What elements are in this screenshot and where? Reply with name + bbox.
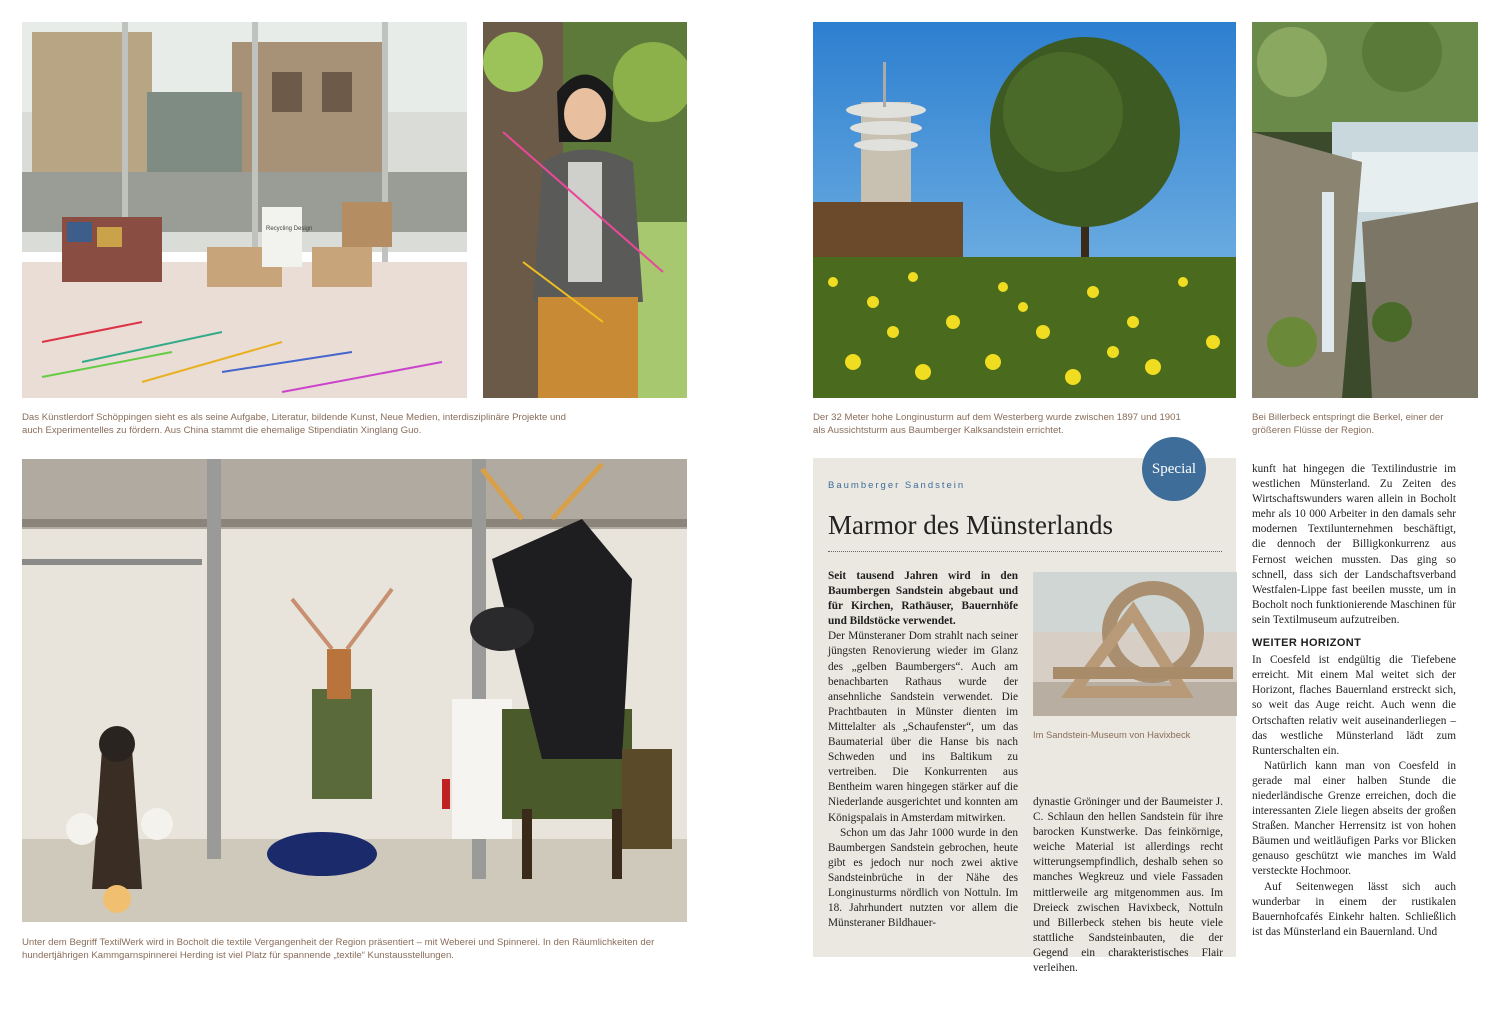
special-lead: Seit tausend Jahren wird in den Baumbergen Sandstein abgebaut und für Kirchen, Rathäuser, Bauernhöfe und Bildstöcke verwendet. — [828, 570, 1018, 628]
special-paragraph: dynastie Gröninger und der Baumeister J. C. Schlaun den hellen Sandstein für ihre barocken Kunstwerke. Das feinkörnige, weiche Material ist allerdings recht witterungsempfindlich, deshalb sehen so manches Wegkreuz und viele Fassaden mittlerweile arg mitgenommen aus. Im Dreieck zwischen Havixbeck, Nottuln und Billerbeck stehen bis heute viele stattliche Sandsteinbauten, die der Gegend ein charakteristisches Flair verleihen. — [1033, 796, 1223, 975]
article-paragraph: In Coesfeld ist endgültig die Tiefebene erreicht. Mit einem Mal weitet sich der Horizont, flaches Bauernland erstreckt sich, so weit das Auge reicht. Auch wenn die Ortschaften relativ weit auseinanderliegen – das westliche Münsterland lädt zum Runterschalten ein. — [1252, 654, 1456, 757]
photo-berkel-quelle — [1252, 22, 1478, 398]
recycling-design-sign-text: Recycling Design — [266, 226, 313, 232]
photo-sandstein-museum — [1033, 572, 1237, 716]
headline-divider — [828, 551, 1222, 552]
caption-longinusturm: Der 32 Meter hohe Longinusturm auf dem Westerberg wurde zwischen 1897 und 1901 als Aussichtsturm aus Baumberger Kalksandstein errichtet. — [813, 412, 1181, 436]
photo-stipendiatin-portrait — [483, 22, 687, 398]
special-kicker: Baumberger Sandstein — [828, 480, 966, 491]
article-paragraph: kunft hat hingegen die Textilindustrie im westlichen Münsterland. Zu Zeiten des Wirtschaftswunders waren allein in Bocholt mehr als 10 000 Arbeiter in den damals sehr modernen Textilunternehmen beschäftigt, die dennoch der Billigkonkurrenz aus Fernost weichen mussten. Das ging so schnell, dass sich der Landschaftsverband Westfalen-Lippe fast beeilen musste, um in Bocholt noch funktionierende Maschinen für sein Textilmuseum aufzutreiben. — [1252, 463, 1456, 626]
special-paragraph: Schon um das Jahr 1000 wurde in den Baumbergen Sandstein gebrochen, heute gibt es jedoch nur noch zwei aktive Sandsteinbrüche in der Nähe des Longinusturms nördlich von Nottuln. Im 18. Jahrhundert nutzten vor allem die Münsteraner Bildhauer- — [828, 826, 1018, 930]
photo-kuenstlerdorf-interior — [22, 22, 467, 398]
article-subhead: WEITER HORIZONT — [1252, 637, 1362, 650]
photo-longinusturm — [813, 22, 1236, 398]
caption-billerbeck: Bei Billerbeck entspringt die Berkel, einer der größeren Flüsse der Region. — [1252, 412, 1444, 436]
photo-textilwerk-installation — [22, 459, 687, 922]
article-paragraph: Auf Seitenwegen lässt sich auch wunderbar in einem der rustikalen Bauernhofcafés Einkehr halten. Schließlich ist das Münsterland ein Bauernland. Und — [1252, 880, 1456, 938]
special-paragraph: Der Münsteraner Dom strahlt nach seiner jüngsten Renovierung wieder im Glanz des „gelben Baumbergers“. Auch am benachbarten Rathaus wurde der ansehnliche Sandstein verwendet. Die Prachtbauten in Münster dienten im Mittelalter als „Schaufenster“, um das Baumaterial über die Hanse bis nach Schweden und ins Baltikum zu vertreiben. Die Konkurrenten aus Bentheim waren hingegen stärker auf die Niederlande ausgerichtet und konnten am Königspalais in Amsterdam mitwirken. — [828, 630, 1018, 824]
inset-caption: Im Sandstein-Museum von Havixbeck — [1033, 729, 1191, 740]
caption-textilwerk: Unter dem Begriff TextilWerk wird in Bocholt die textile Vergangenheit der Region präsentiert – mit Weberei und Spinnerei. In den Räumlichkeiten der hundertjährigen Kammgarnspinnerei Herding ist viel Platz für spannende „textile“ Kunstausstellungen. — [22, 937, 655, 961]
special-headline: Marmor des Münsterlands — [828, 510, 1113, 540]
article-column — [1252, 462, 1456, 940]
special-column-1 — [828, 569, 1018, 931]
caption-kuenstlerdorf: Das Künstlerdorf Schöppingen sieht es als seine Aufgabe, Literatur, bildende Kunst, Neue Medien, interdisziplinäre Projekte und auch Experimentelles zu fördern. Aus China stammt die ehemalige Stipendiatin Xinglang Guo. — [22, 412, 566, 436]
special-column-2 — [1033, 795, 1223, 976]
special-badge: Special — [1142, 437, 1206, 501]
article-paragraph: Natürlich kann man von Coesfeld in gerade mal einer halben Stunde die niederländische Grenze erreichen, doch die interessanten Ziele liegen abseits der großen Straßen. Mancher Herrensitz ist von hohen Bäumen und weitläufigen Parks vor Blicken genauso geschützt wie manches im Wald versteckte Hochmoor. — [1252, 759, 1456, 878]
